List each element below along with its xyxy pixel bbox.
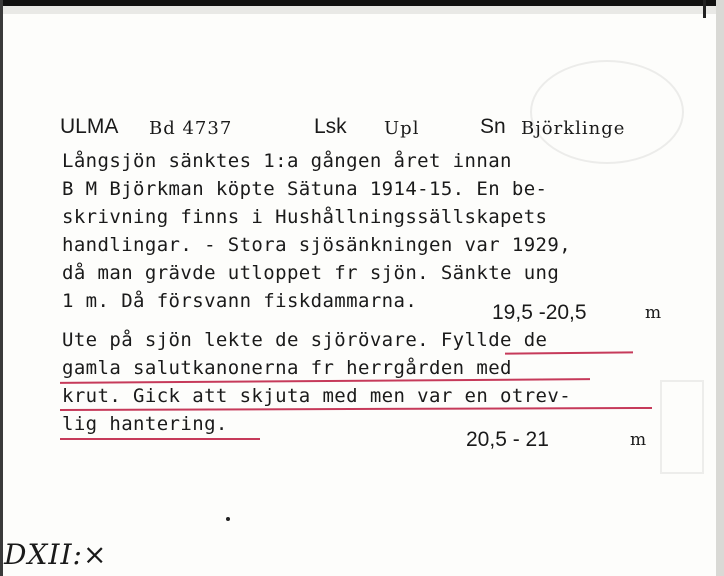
measurement-2-unit: m xyxy=(630,430,647,450)
bd-number: Bd 4737 xyxy=(149,118,233,139)
text-line-9: krut. Gick att skjuta med men var en otrev- xyxy=(62,385,572,407)
landskap-value: Upl xyxy=(384,118,420,139)
measurement-1-value: 19,5 -20,5 xyxy=(492,301,587,324)
text-line-8: gamla salutkanonerna fr herrgården med xyxy=(62,357,512,379)
text-line-7: Ute på sjön lekte de sjörövare. Fyllde de xyxy=(62,329,548,351)
measurement-1-unit: m xyxy=(645,303,662,323)
handwritten-archive-code: DXII:× xyxy=(4,538,108,571)
underline-mark-4 xyxy=(60,438,260,440)
lsk-label: Lsk xyxy=(314,115,347,138)
sn-label: Sn xyxy=(480,115,506,138)
text-line-2: B M Björkman köpte Sätuna 1914-15. En be- xyxy=(62,178,548,200)
scan-border-left xyxy=(0,0,3,576)
text-line-3: skrivning finns i Hushållningssällskapets xyxy=(62,206,548,228)
underline-mark-3 xyxy=(60,407,652,411)
underline-mark-2 xyxy=(60,378,590,384)
scan-border-top-shadow xyxy=(0,6,724,14)
show-through-mark xyxy=(660,380,704,474)
ink-dot xyxy=(226,517,230,521)
socken-value: Björklinge xyxy=(521,118,626,139)
show-through-stamp xyxy=(530,60,684,164)
text-line-1: Långsjön sänktes 1:a gången året innan xyxy=(62,150,512,172)
scan-corner-mark xyxy=(703,0,706,18)
text-line-4: handlingar. - Stora sjösänkningen var 1929, xyxy=(62,234,572,256)
measurement-2-value: 20,5 - 21 xyxy=(466,428,549,451)
underline-mark-1 xyxy=(505,351,633,354)
text-line-10: lig hantering. xyxy=(62,413,228,435)
ulma-label: ULMA xyxy=(60,115,119,138)
text-line-6: 1 m. Då försvann fiskdammarna. xyxy=(62,290,418,312)
text-line-5: då man grävde utloppet fr sjön. Sänkte ung xyxy=(62,262,560,284)
scan-border-right xyxy=(716,0,724,576)
